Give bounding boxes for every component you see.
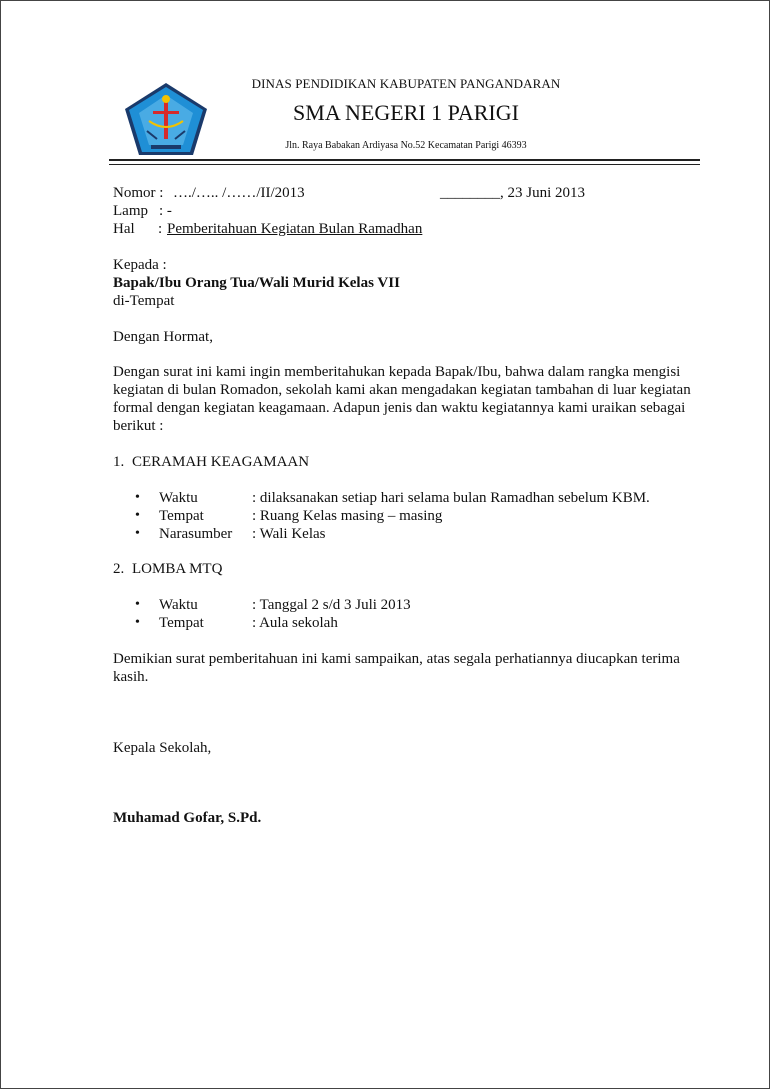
greeting: Dengan Hormat, [113, 329, 213, 345]
activity-1-number: 1. [113, 454, 125, 470]
activity-2-title: LOMBA MTQ [132, 561, 223, 577]
bullet-dot: • [135, 490, 140, 505]
bullet-dot: • [135, 597, 140, 612]
activity-2-detail-value: : Tanggal 2 s/d 3 Juli 2013 [252, 597, 411, 613]
letterhead-address: Jln. Raya Babakan Ardiyasa No.52 Kecamatan Parigi 46393 [285, 140, 527, 151]
activity-1-detail-label: Narasumber [159, 526, 233, 542]
lamp-value: : - [159, 203, 172, 219]
letterhead-rule-thick [109, 159, 700, 161]
hal-subject: Pemberitahuan Kegiatan Bulan Ramadhan [167, 221, 423, 237]
hal-colon: : [158, 221, 163, 237]
activity-1-detail-label: Waktu [159, 490, 198, 506]
nomor-value: …./….. /……/II/2013 [173, 185, 305, 201]
activity-1-detail-value: : Ruang Kelas masing – masing [252, 508, 443, 524]
bullet-dot: • [135, 508, 140, 523]
activity-2-detail-label: Tempat [159, 615, 204, 631]
recipient-name: Bapak/Ibu Orang Tua/Wali Murid Kelas VII [113, 275, 400, 291]
activity-1-detail-label: Tempat [159, 508, 204, 524]
activity-1-title: CERAMAH KEAGAMAAN [132, 454, 310, 470]
nomor-label: Nomor : [113, 185, 164, 201]
bullet-dot: • [135, 615, 140, 630]
closing-paragraph: Demikian surat pemberitahuan ini kami sampaikan, atas segala perhatiannya diucapkan terima kasih. [113, 651, 680, 685]
signature-title: Kepala Sekolah, [113, 740, 212, 756]
activity-1-detail-value: : Wali Kelas [252, 526, 326, 542]
letterhead-agency: DINAS PENDIDIKAN KABUPATEN PANGANDARAN [251, 76, 561, 91]
signature-name: Muhamad Gofar, S.Pd. [113, 810, 262, 826]
hal-label: Hal [113, 221, 135, 237]
recipient-kepada: Kepada : [113, 257, 167, 273]
body-intro: Dengan surat ini kami ingin memberitahukan kepada Bapak/Ibu, bahwa dalam rangka mengisi kegiatan di bulan Romadon, sekolah kami akan mengadakan kegiatan tambahan di luar kegiatan formal dengan kegiatan keagamaan. Adapun jenis dan waktu kegiatannya kami uraikan sebagai berikut : [113, 364, 691, 434]
letterhead-rule-thin [109, 164, 700, 165]
activity-2-number: 2. [113, 561, 125, 577]
recipient-place: di-Tempat [113, 293, 175, 309]
letterhead-school-name: SMA NEGERI 1 PARIGI [293, 100, 519, 125]
activity-2-detail-value: : Aula sekolah [252, 615, 338, 631]
bullet-dot: • [135, 526, 140, 541]
letter-date: ________, 23 Juni 2013 [440, 185, 586, 201]
activity-1-detail-value: : dilaksanakan setiap hari selama bulan Ramadhan sebelum KBM. [252, 490, 650, 506]
activity-2-detail-label: Waktu [159, 597, 198, 613]
lamp-label: Lamp [113, 203, 148, 219]
